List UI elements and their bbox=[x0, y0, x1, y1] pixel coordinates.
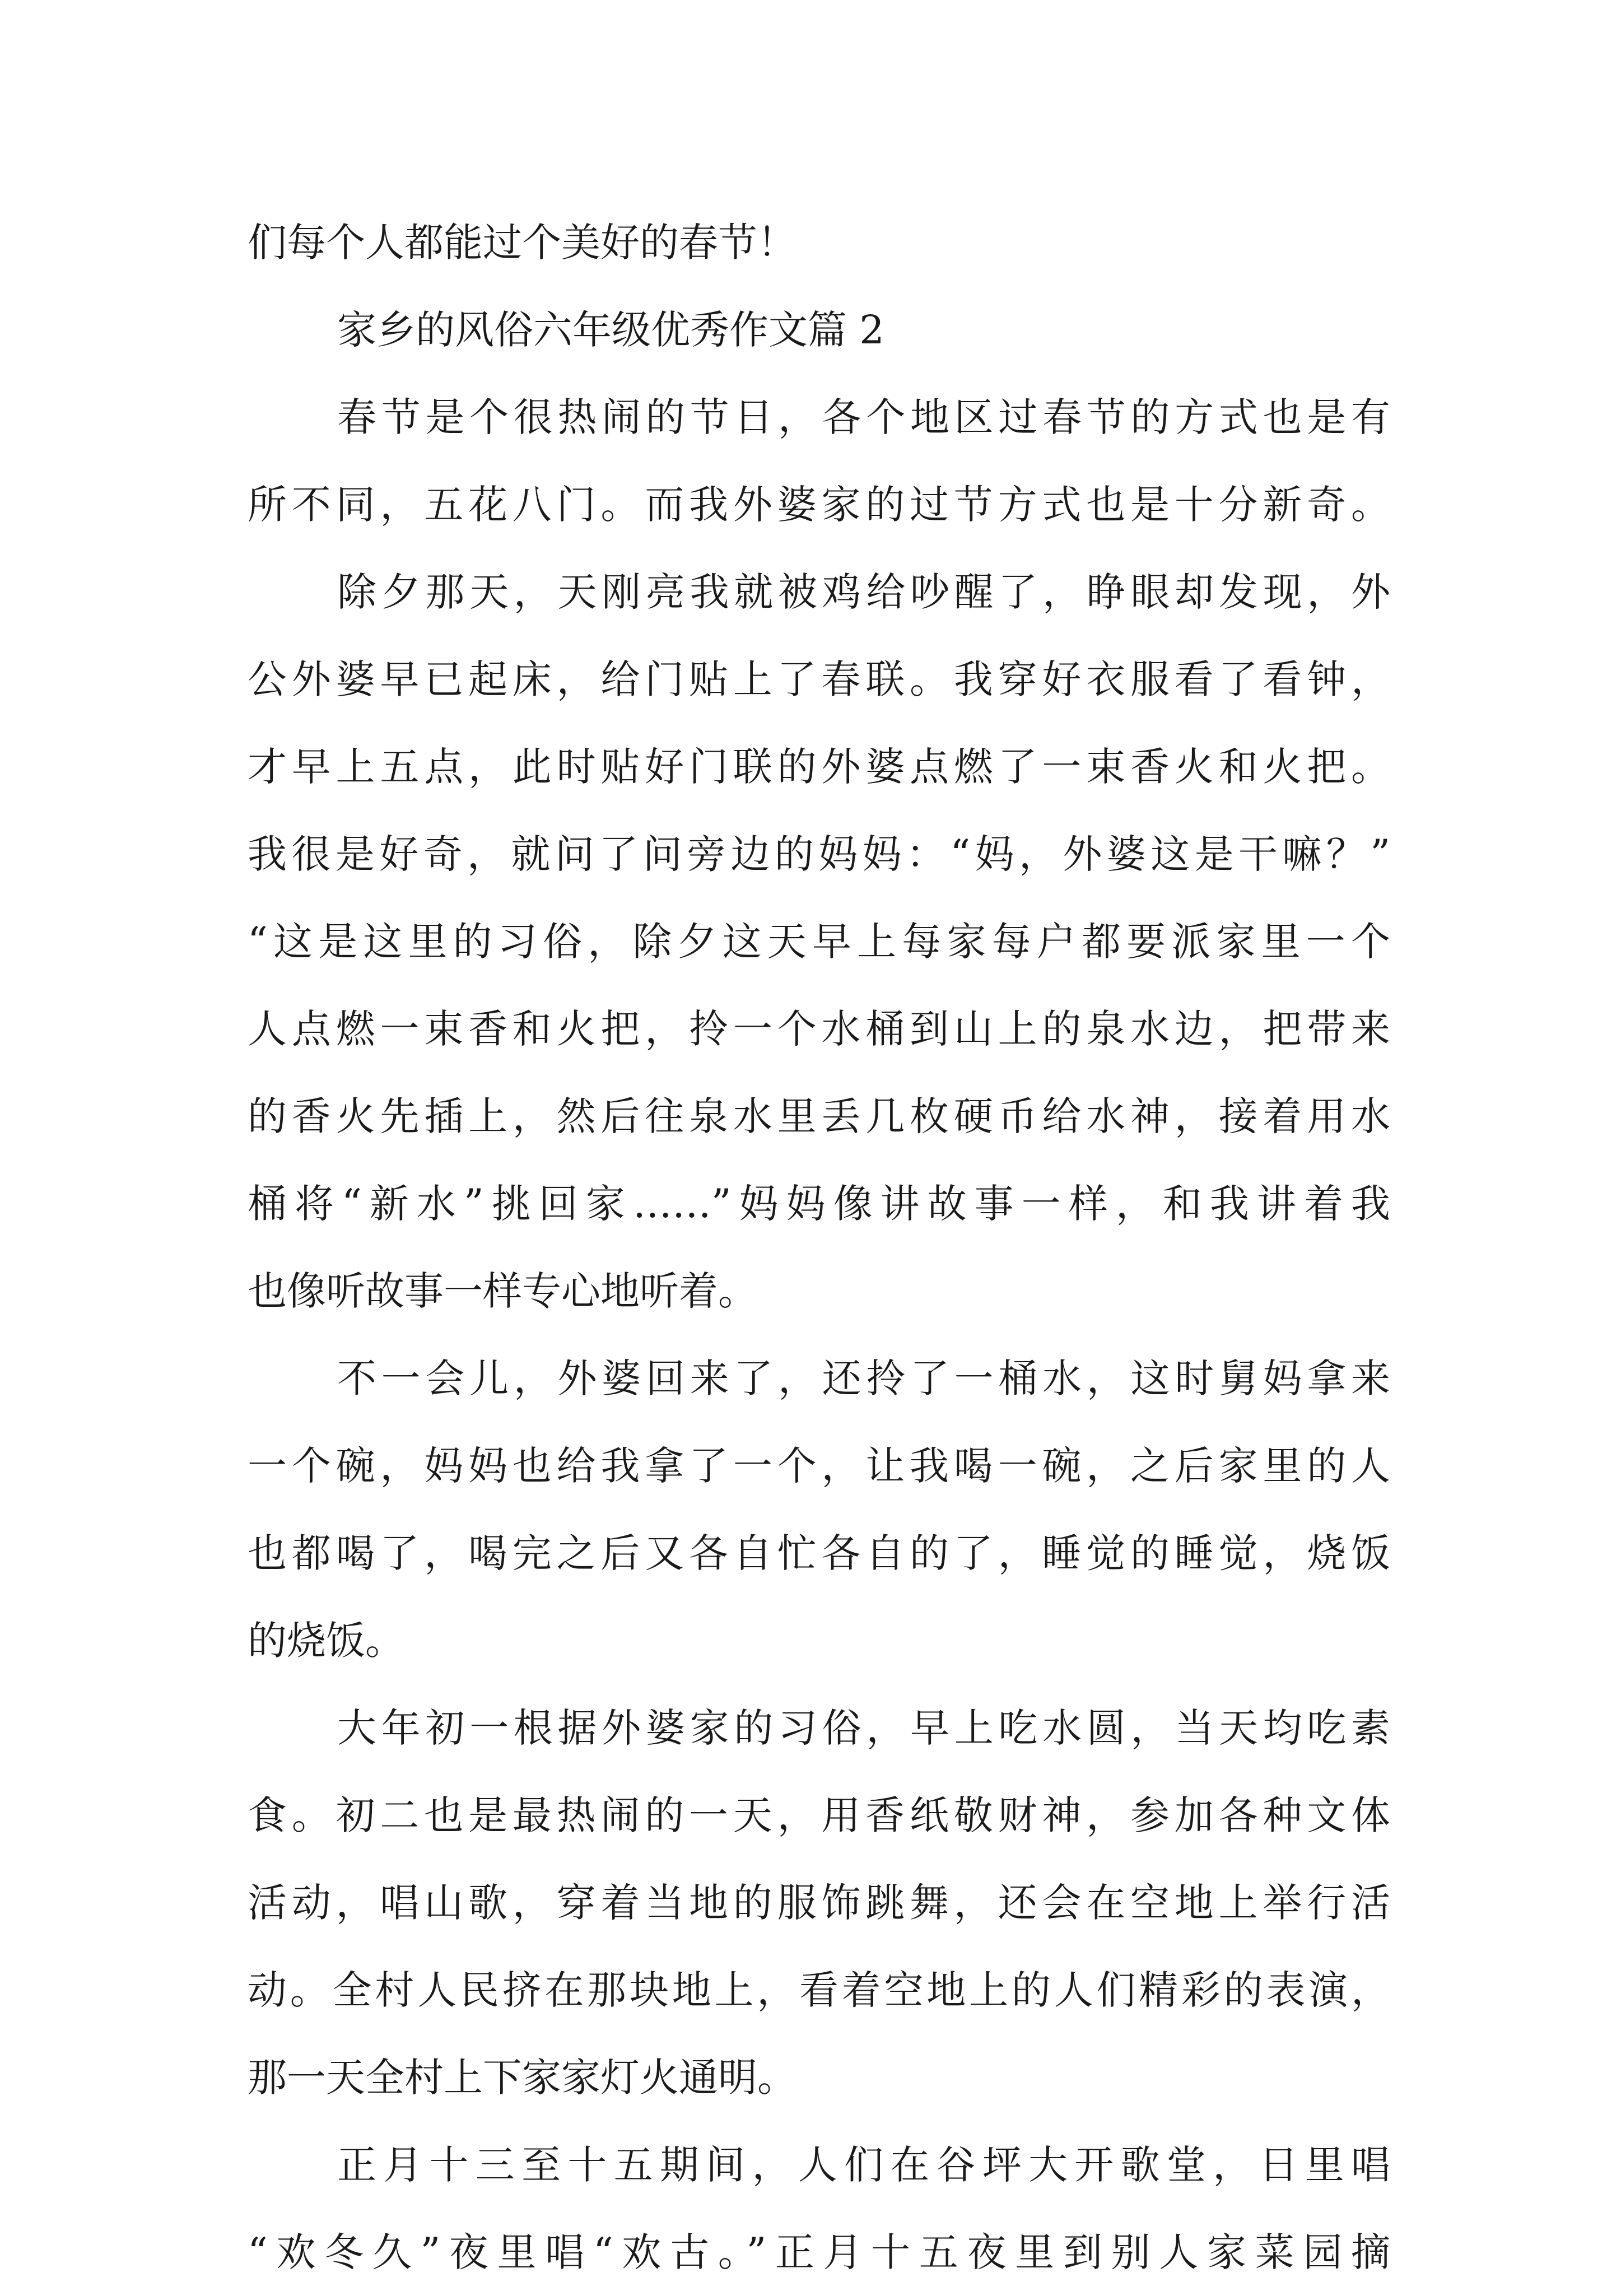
text-line: 也都喝了，喝完之后又各自忙各自的了，睡觉的睡觉，烧饭 bbox=[248, 1530, 1390, 1576]
text-line: “这是这里的习俗，除夕这天早上每家每户都要派家里一个 bbox=[248, 919, 1390, 965]
text-line: 的香火先插上，然后往泉水里丢几枚硬币给水神，接着用水 bbox=[248, 1093, 1390, 1139]
text-line: 桶将“新水”挑回家……”妈妈像讲故事一样，和我讲着我 bbox=[248, 1181, 1390, 1227]
text-line: 我很是好奇，就问了问旁边的妈妈：“妈，外婆这是干嘛？” bbox=[248, 831, 1390, 877]
text-line: 也像听故事一样专心地听着。 bbox=[248, 1268, 757, 1314]
text-line: 才早上五点，此时贴好门联的外婆点燃了一束香火和火把。 bbox=[248, 744, 1390, 790]
text-line: 人点燃一束香和火把，拎一个水桶到山上的泉水边，把带来 bbox=[248, 1006, 1390, 1052]
text-line: 所不同，五花八门。而我外婆家的过节方式也是十分新奇。 bbox=[248, 482, 1390, 528]
text-line: 大年初一根据外婆家的习俗，早上吃水圆，当天均吃素 bbox=[337, 1705, 1390, 1751]
essay-heading: 家乡的风俗六年级优秀作文篇 2 bbox=[337, 307, 884, 353]
text-line: 食。初二也是最热闹的一天，用香纸敬财神，参加各种文体 bbox=[248, 1792, 1390, 1838]
text-line: 春节是个很热闹的节日，各个地区过春节的方式也是有 bbox=[337, 394, 1390, 440]
text-line: 除夕那天，天刚亮我就被鸡给吵醒了，睁眼却发现，外 bbox=[337, 569, 1390, 615]
text-line: 动。全村人民挤在那块地上，看着空地上的人们精彩的表演， bbox=[248, 1967, 1390, 2013]
essay-text bbox=[248, 199, 1390, 2296]
text-line: 的烧饭。 bbox=[248, 1618, 404, 1664]
text-line: 正月十三至十五期间，人们在谷坪大开歌堂，日里唱 bbox=[337, 2142, 1390, 2188]
text-line: 一个碗，妈妈也给我拿了一个，让我喝一碗，之后家里的人 bbox=[248, 1443, 1390, 1489]
text-line: 公外婆早已起床，给门贴上了春联。我穿好衣服看了看钟， bbox=[248, 656, 1390, 702]
text-line: “欢冬久”夜里唱“欢古。”正月十五夜里到别人家菜园摘 bbox=[248, 2229, 1390, 2275]
text-line: 们每个人都能过个美好的春节！ bbox=[248, 220, 796, 266]
text-line: 不一会儿，外婆回来了，还拎了一桶水，这时舅妈拿来 bbox=[337, 1356, 1390, 1401]
text-line: 活动，唱山歌，穿着当地的服饰跳舞，还会在空地上举行活 bbox=[248, 1880, 1390, 1926]
text-line: 那一天全村上下家家灯火通明。 bbox=[248, 2055, 796, 2101]
